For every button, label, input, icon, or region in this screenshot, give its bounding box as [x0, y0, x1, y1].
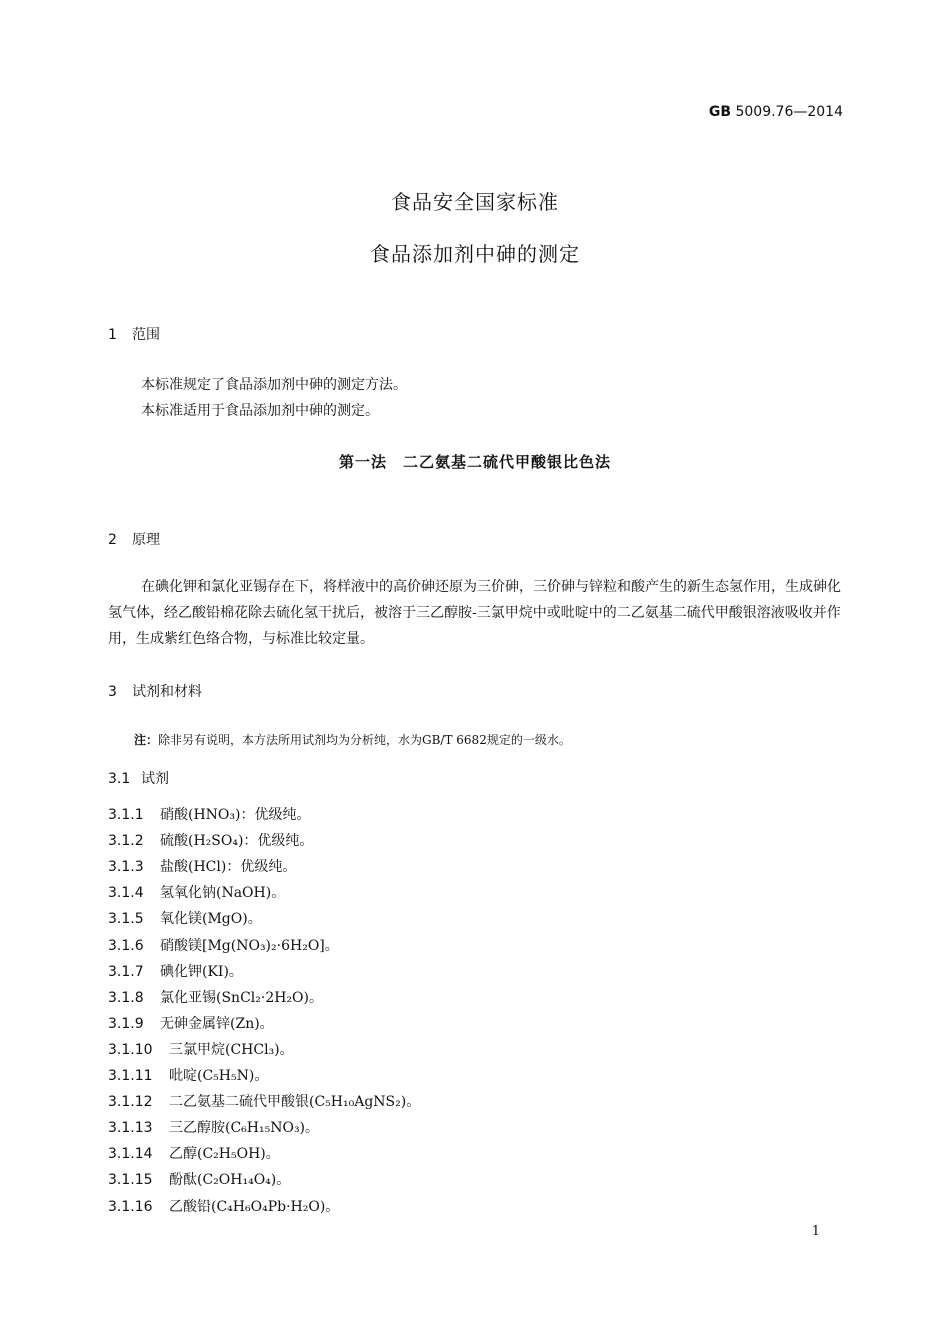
reagent-item: [108, 908, 262, 928]
section-2-heading: [108, 529, 160, 549]
note-text: 除非另有说明，本方法所用试剂均为分析纯，水为GB/T 6682规定的一级水。: [158, 733, 571, 747]
standard-code-prefix: GB: [708, 104, 732, 120]
reagent-item-number: 3.1.11: [108, 1068, 153, 1084]
reagent-item-number: 3.1.10: [108, 1042, 153, 1058]
reagent-item-number: 3.1.2: [108, 833, 144, 849]
reagent-item-text: 氢氧化钠(NaOH)。: [160, 885, 286, 901]
reagent-item-text: 氧化镁(MgO)。: [160, 911, 262, 927]
reagent-item: [108, 1013, 274, 1033]
reagent-item-text: 吡啶(C₅H₅N)。: [169, 1068, 269, 1084]
reagent-item-number: 3.1.5: [108, 911, 144, 927]
reagent-item: [108, 830, 313, 850]
subsection-3-1-heading: [108, 768, 169, 788]
reagent-item-number: 3.1.8: [108, 990, 144, 1006]
method-title: 第一法 二乙氨基二硫代甲酸银比色法: [338, 453, 611, 471]
section-3-number: 3: [108, 684, 117, 700]
reagent-item: [108, 935, 339, 955]
reagent-item: [108, 1091, 420, 1111]
reagent-item: [108, 1039, 294, 1059]
subsection-3-1-title: 试剂: [141, 771, 169, 787]
section-2-title: 原理: [132, 532, 160, 548]
reagent-item-number: 3.1.6: [108, 938, 144, 954]
reagent-item-text: 硝酸(HNO₃)：优级纯。: [160, 807, 311, 823]
principle-paragraph: 在碘化钾和氯化亚锡存在下，将样液中的高价砷还原为三价砷，三价砷与锌粒和酸产生的新生态氢作用，生成砷化氢气体，经乙酸铅棉花除去硫化氢干扰后，被溶于三乙醇胺-三氯甲烷中或吡啶中的二乙氨基二硫代甲酸银溶液吸收并作用，生成紫红色络合物，与标准比较定量。: [108, 579, 841, 647]
section-1-number: 1: [108, 327, 117, 343]
reagent-item-number: 3.1.12: [108, 1094, 153, 1110]
page-number: 1: [811, 1224, 820, 1239]
reagent-item-text: 三乙醇胺(C₆H₁₅NO₃)。: [169, 1120, 320, 1136]
reagent-item: [108, 804, 310, 824]
reagent-item: [108, 1143, 280, 1163]
scope-paragraph-1: 本标准规定了食品添加剂中砷的测定方法。: [141, 377, 407, 393]
reagent-item-text: 无砷金属锌(Zn)。: [160, 1016, 274, 1032]
section-2-number: 2: [108, 532, 117, 548]
standard-code: [709, 104, 843, 120]
reagent-item-text: 硫酸(H₂SO₄)：优级纯。: [160, 833, 314, 849]
reagent-item: [108, 1117, 319, 1137]
reagent-item: [108, 987, 323, 1007]
reagent-item: [108, 856, 296, 876]
reagent-item-number: 3.1.16: [108, 1199, 153, 1215]
note: [134, 731, 571, 748]
reagent-item-text: 酚酞(C₂OH₁₄O₄)。: [169, 1172, 291, 1188]
reagent-item-text: 硝酸镁[Mg(NO₃)₂·6H₂O]。: [160, 938, 339, 954]
reagent-item-number: 3.1.15: [108, 1172, 153, 1188]
reagent-item: [108, 1065, 268, 1085]
reagent-item-text: 碘化钾(KI)。: [160, 964, 243, 980]
section-1-title: 范围: [132, 327, 160, 343]
standard-code-number: 5009.76—2014: [731, 104, 843, 120]
reagent-item-number: 3.1.3: [108, 859, 144, 875]
reagent-item: [108, 1169, 290, 1189]
reagent-item: [108, 882, 285, 902]
section-1-heading: [108, 324, 160, 344]
section-3-heading: [108, 681, 202, 701]
reagent-item-number: 3.1.1: [108, 807, 144, 823]
reagent-item-number: 3.1.14: [108, 1146, 153, 1162]
reagent-item-number: 3.1.4: [108, 885, 144, 901]
reagent-item-text: 三氯甲烷(CHCl₃)。: [169, 1042, 294, 1058]
reagent-item: [108, 1196, 339, 1216]
reagent-item-text: 二乙氨基二硫代甲酸银(C₅H₁₀AgNS₂)。: [169, 1094, 421, 1110]
reagent-item-number: 3.1.7: [108, 964, 144, 980]
section-3-title: 试剂和材料: [132, 684, 202, 700]
reagent-item-text: 乙醇(C₂H₅OH)。: [169, 1146, 280, 1162]
document-subtitle: 食品添加剂中砷的测定: [370, 242, 580, 266]
note-label: 注：: [134, 733, 159, 747]
reagent-item-text: 氯化亚锡(SnCl₂·2H₂O)。: [160, 990, 323, 1006]
reagent-item-text: 乙酸铅(C₄H₆O₄Pb·H₂O)。: [169, 1199, 340, 1215]
reagent-item-text: 盐酸(HCl)：优级纯。: [160, 859, 297, 875]
reagent-item-number: 3.1.9: [108, 1016, 144, 1032]
subsection-3-1-number: 3.1: [108, 771, 131, 787]
reagent-item-number: 3.1.13: [108, 1120, 153, 1136]
scope-paragraph-2: 本标准适用于食品添加剂中砷的测定。: [141, 403, 379, 419]
document-title: 食品安全国家标准: [391, 190, 559, 214]
reagent-item: [108, 961, 243, 981]
